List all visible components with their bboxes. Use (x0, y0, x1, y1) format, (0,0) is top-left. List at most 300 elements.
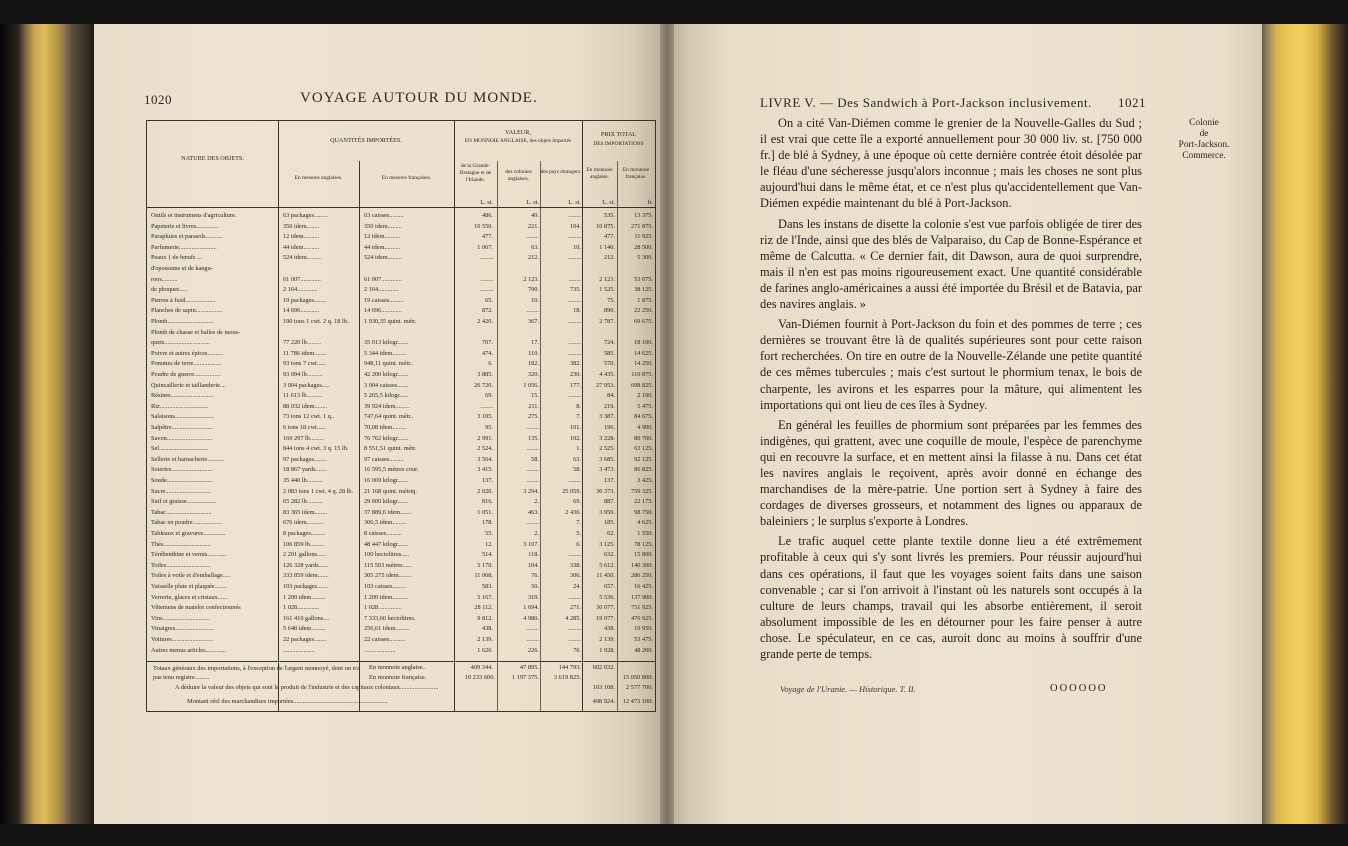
row-qty-english: 93 094 lb.......... (283, 371, 323, 378)
net-p-french: 12 473 100. (622, 698, 653, 705)
row-qty-english: 83 365 idem........ (283, 508, 328, 516)
paragraph: Le trafic auquel cette plante textile donne lieu a été extrêmement profitable à ceux qui s'y sont livrés les premiers. Pour réussir aujourd'hui dans ces opérations, il faut que les voyages soient faits dans une saison convenable ; car si l'on arrivoit à l'instant où les naturels sont occupés à la culture de leurs champs, travail qui les absorbe entièrement, il seroit absolument impossible de les en détourner pour les faire penser à autre chose. Le spéculateur, en ce cas, auroit donc au moins à souffrir d'une grande perte de temps. (760, 534, 1142, 661)
totals-currency-french: En monnoie française. (369, 674, 427, 681)
row-value-foreign: 63. (573, 455, 581, 463)
row-value-colonies: ........ (526, 477, 539, 484)
row-qty-english: 5 648 idem......... (283, 625, 326, 633)
row-price-english: 570. (603, 360, 615, 368)
header-q-english: En mesures anglaises. (294, 175, 343, 181)
margin-note-line: Colonie (1189, 118, 1219, 128)
row-object: Tableaux et gravures.............. (151, 530, 226, 537)
row-price-english: 5 536. (599, 593, 615, 601)
row-price-english: 1 140. (599, 243, 615, 251)
table-row (147, 253, 655, 262)
row-value-colonies: 1 694. (523, 604, 539, 612)
totals-v-foreign: 144 793. (558, 664, 581, 671)
row-value-foreign: 24. (573, 583, 581, 590)
row-price-french: 86 825. (634, 466, 653, 474)
row-qty-french: 256,61 idem......... (364, 625, 410, 633)
row-object: Toiles à voile et d'emballage..... (151, 572, 231, 580)
row-price-french: 13 375. (634, 212, 653, 219)
row-value-gb: 872. (481, 307, 493, 315)
row-qty-french: 44 idem.......... (364, 243, 401, 251)
row-price-french: 38 125. (634, 286, 653, 294)
left-running-title: VOYAGE AUTOUR DU MONDE. (300, 90, 538, 106)
row-value-colonies: 76. (531, 572, 539, 580)
row-object: Tabac............................. (151, 508, 212, 516)
unit-label: L. st. (568, 199, 581, 206)
row-object: Poivre et autres épices.......... (151, 349, 224, 357)
row-price-french: 286 250. (630, 572, 653, 580)
paragraph: En général les feuilles de phormium sont préparées par les femmes des indigènes, qui grattent, avec une coquille de moule, l'espèce de parenchyme qui en recouvre la surface, et en mettent ainsi la filasse à nu. Dans cet état les navires anglais le reçoivent, après avoir donné en échange des marchandises de la mère-patrie. Une portion sert à Sydney à faire des cordages de diverses grosseurs, et notamment des lignes ou apparaux de baleiniers ; le surplus s'exporte à Londres. (760, 417, 1142, 529)
row-price-english: 212. (603, 254, 615, 262)
row-value-gb: 12. (485, 540, 493, 548)
row-value-foreign: ........ (568, 275, 581, 283)
row-value-foreign: ........ (568, 296, 581, 304)
paragraph: On a cité Van-Diémen comme le grenier de la Nouvelle-Galles du Sud ; il est vrai que cette île a exporté annuellement pour 30 000 liv. st. [750 000 fr.] de blé à Sydney, à une époque où cette dernière contrée étoit désolée par le fléau d'une sécheresse jusqu'alors inconnue ; mais les choses ne sont plus aujourd'hui dans le même état, et ce n'est plus qu'accidentellement que Van-Diémen expédie maintenant du blé à Port-Jackson. (760, 116, 1142, 211)
row-value-foreign: 4 285. (565, 614, 581, 622)
row-value-gb: 2 991. (477, 434, 493, 442)
row-object: Voitures.......................... (151, 636, 213, 643)
row-price-french: 92 125. (634, 455, 653, 463)
right-page-number: 1021 (1118, 95, 1146, 110)
row-qty-english: 73 tons 12 cwt. 1 q.. (283, 413, 335, 421)
row-value-foreign: 2 436. (565, 508, 581, 516)
row-object: Riz............................... (151, 402, 209, 410)
table-row (147, 593, 655, 602)
row-object: Papeterie et livres.............. (151, 222, 219, 230)
table-row (147, 455, 655, 464)
row-value-gb: 95. (485, 424, 493, 431)
row-price-english: 27 953. (596, 381, 615, 389)
header-q-french: En mesures françaises. (381, 175, 432, 181)
row-qty-french: 63 caisses......... (364, 212, 404, 219)
row-qty-english: 1 200 idem......... (283, 593, 326, 601)
row-value-colonies: 10. (531, 296, 539, 304)
table-row (147, 359, 655, 368)
table-row (147, 540, 655, 549)
row-price-french: 84 675. (634, 413, 653, 421)
table-row (147, 370, 655, 379)
row-price-english: 5 612. (599, 561, 615, 569)
header-p-english: En monnoie anglaise. (586, 167, 613, 180)
header-v-gb: de la Grande-Bretagne et de l'Irlande. (459, 163, 492, 183)
row-value-foreign: ........ (568, 233, 581, 241)
row-object: Parfumerie........................ (151, 243, 217, 251)
row-value-colonies: 2 123. (523, 275, 539, 283)
row-value-gb: ........ (480, 286, 493, 294)
table-row (147, 349, 655, 358)
row-price-english: 2 123. (599, 275, 615, 283)
row-qty-english: 350 idem........ (283, 222, 320, 230)
signature-mark: OOOOOO (1050, 683, 1108, 694)
row-qty-english: 2 201 gallons...... (283, 551, 327, 559)
row-qty-french: 350 idem......... (364, 222, 402, 230)
totals-v-gb: 409 344. (470, 664, 493, 671)
row-qty-english: .................... (283, 646, 315, 654)
row-qty-english: 11 613 lb.......... (283, 392, 323, 400)
row-value-foreign: ........ (568, 593, 581, 601)
row-object: Résines........................... (151, 392, 214, 400)
row-price-english: 1 928. (599, 646, 615, 654)
unit-label: fr. (647, 199, 653, 206)
table-row (147, 317, 655, 326)
table-row (147, 391, 655, 400)
row-price-english: 724. (603, 339, 615, 347)
row-qty-english: 103 packages....... (283, 583, 329, 590)
row-price-english: 477. (603, 233, 615, 241)
row-price-french: 14 250. (634, 360, 653, 368)
row-object: de phoques..... (151, 286, 188, 294)
header-objects: NATURE DES OBJETS. (181, 155, 244, 162)
table-row (147, 603, 655, 612)
row-value-foreign: ........ (568, 625, 581, 633)
row-value-foreign: ........ (568, 254, 581, 262)
totals-v-foreign-fr: 3 619 825. (553, 674, 581, 681)
table-row (147, 646, 655, 655)
totals-v-gb-fr: 10 233 600. (464, 674, 495, 681)
row-qty-english: 1 028.............. (283, 604, 320, 612)
imports-table (146, 120, 656, 712)
row-qty-english: 88 032 idem........ (283, 402, 328, 410)
row-qty-french: 747,64 quint. métr.. (364, 413, 414, 421)
totals-v-colonies: 47 895. (519, 664, 539, 671)
totals-label: Totaux généraux des importations, à l'exception de l'argent monnoyé, dont on n'a pas tenu registre......... (153, 665, 360, 681)
row-object: Planches de sapin................. (151, 307, 223, 315)
row-object: Vinaigres......................... (151, 625, 215, 633)
row-price-english: 3 125. (599, 540, 615, 548)
totals-p-english: 602 032. (592, 664, 615, 671)
right-page-body (760, 115, 1142, 666)
row-qty-french: 14 696............. (364, 307, 402, 315)
row-object: Vêtemens de matelot confectionnés (151, 604, 241, 612)
row-value-foreign: ........ (568, 551, 581, 559)
row-qty-english: 22 packages........ (283, 636, 327, 643)
row-price-english: 2 139. (599, 636, 615, 643)
row-value-foreign: 382. (569, 360, 581, 368)
row-qty-english: 333 859 idem....... (283, 572, 329, 580)
table-row (147, 476, 655, 485)
row-qty-french: 3 004 caisses....... (364, 381, 409, 389)
row-price-french: 48 200. (634, 646, 653, 654)
table-row (147, 508, 655, 517)
row-object: Outils et instrumens d'agriculture. (151, 212, 237, 219)
row-price-english: 887. (603, 498, 615, 506)
row-value-colonies: 367. (527, 318, 539, 325)
table-row (147, 571, 655, 580)
row-price-french: 1 875. (637, 296, 653, 304)
table-row (147, 296, 655, 305)
row-value-foreign: 69. (573, 498, 581, 506)
row-price-english: 3 387. (599, 413, 615, 421)
table-row (147, 306, 655, 315)
row-price-french: 476 925. (630, 614, 653, 622)
row-price-english: 2 787. (599, 318, 615, 325)
row-value-gb: 438. (481, 625, 493, 633)
row-qty-french: 61 007............. (364, 275, 402, 283)
unit-label: L. st. (526, 199, 539, 206)
row-object: Salaisons......................... (151, 413, 215, 421)
row-object: Thés.............................. (151, 540, 211, 548)
totals-rule (147, 661, 655, 662)
row-price-french: 4 625. (637, 519, 653, 527)
row-price-french: 16 425. (634, 583, 653, 590)
row-price-french: 4 900. (637, 424, 653, 431)
paragraph: Van-Diémen fournit à Port-Jackson du foin et des pommes de terre ; ces dernières se trouvant être là de qualités supérieures sont pour cette raison fort recherchées. On tire en outre de la Nouvelle-Zélande une petite quantité de ces mêmes tubercules ; mais c'est surtout le phormium tenax, le bois de charpente, les avirons et les esparres pour la mâture, qui alimentent les importations qui ont lieu de ces îles à Sydney. (760, 317, 1142, 412)
row-qty-english: 524 idem......... (283, 254, 321, 262)
row-value-foreign: ........ (568, 636, 581, 643)
row-qty-french: 35 013 kilogr....... (364, 339, 409, 347)
row-value-colonies: 49. (531, 212, 539, 219)
row-value-colonies: ........ (526, 466, 539, 474)
row-value-foreign: ........ (568, 392, 581, 400)
row-qty-english: 77 220 lb......... (283, 339, 321, 347)
row-value-foreign: ........ (568, 318, 581, 325)
row-price-english: 3 473. (599, 466, 615, 474)
row-object: Toiles............................ (151, 561, 211, 569)
row-value-foreign: 18. (573, 307, 581, 315)
table-row (147, 264, 655, 273)
row-price-english: 3 228. (599, 434, 615, 442)
row-qty-english: 8 packages......... (283, 530, 325, 537)
row-value-gb: 2 020. (477, 487, 493, 495)
header-p-french: En monnoie française. (622, 167, 650, 180)
row-value-gb: 514. (481, 551, 493, 559)
row-price-french: 3 425. (637, 477, 653, 484)
row-qty-english: 61 007............. (283, 275, 321, 283)
row-value-foreign: 1. (576, 445, 581, 453)
row-price-french: 698 825. (630, 381, 653, 389)
row-price-english: 219. (603, 402, 615, 410)
row-qty-english: 44 idem.......... (283, 243, 320, 251)
row-value-foreign: 177. (569, 381, 581, 389)
signature-footnote: Voyage de l'Uranie. — Historique. T. II. (780, 684, 916, 694)
row-qty-french: 76 762 kilogr....... (364, 434, 409, 442)
row-value-gb: 69. (485, 392, 493, 400)
row-value-foreign: 6. (576, 540, 581, 548)
row-value-gb: ........ (480, 254, 493, 262)
row-qty-french: 8 551,51 quint. métr. (364, 445, 417, 453)
row-qty-french: 29 600 kilogr....... (364, 498, 409, 506)
row-value-gb: 5 167. (477, 593, 493, 601)
row-object: Sellerie et harnacherie........... (151, 455, 225, 463)
row-value-colonies: ........ (526, 424, 539, 431)
row-value-gb: 1 626. (477, 646, 493, 654)
row-value-colonies: 2. (534, 498, 539, 506)
row-qty-english: 63 packages......... (283, 212, 329, 219)
units-row (147, 198, 655, 207)
row-object: Autres menus articles............. (151, 646, 227, 654)
row-price-french: 22 175. (634, 498, 653, 506)
row-qty-english: 126 328 yards...... (283, 561, 329, 569)
row-qty-english: 6 tons 18 cwt...... (283, 424, 327, 431)
row-object: Quincaillerie et taillanderie.... (151, 381, 227, 389)
table-row (147, 402, 655, 411)
row-value-gb: 28 112. (474, 604, 493, 612)
row-price-english: 30 373. (596, 487, 615, 495)
margin-note-line: Port-Jackson. (1178, 140, 1230, 150)
row-object: Salpêtre.......................... (151, 424, 213, 431)
table-row (147, 211, 655, 220)
table-row (147, 550, 655, 559)
row-value-foreign: 338. (569, 561, 581, 569)
row-object: d'opossums et de kangu- (151, 265, 213, 272)
row-price-french: 28 500. (634, 243, 653, 251)
row-qty-french: 42 200 kilogr....... (364, 371, 409, 378)
row-value-gb: 26 720. (474, 381, 493, 389)
header-v-colonies: des colonies anglaises. (505, 169, 532, 182)
row-value-colonies: 104. (527, 561, 539, 569)
row-value-colonies: ........ (526, 445, 539, 453)
row-price-english: 535. (603, 212, 615, 219)
row-value-foreign: 735. (569, 286, 581, 294)
row-price-english: 657. (603, 583, 615, 590)
deduct-label: A déduire la valeur des objets qui sont le produit de l'industrie et des capitaux coloniaux........................ (175, 684, 439, 691)
row-qty-english: 65 282 lb.......... (283, 498, 323, 506)
row-price-english: 585. (603, 349, 615, 357)
table-row (147, 232, 655, 241)
table-row (147, 328, 655, 337)
table-row (147, 518, 655, 527)
unit-label: L. st. (602, 199, 615, 206)
row-price-french: 11 925. (634, 233, 653, 241)
row-qty-french: 19 caisses......... (364, 296, 404, 304)
row-value-colonies: ........ (526, 307, 539, 315)
right-page-edges (1262, 24, 1348, 824)
table-row (147, 412, 655, 421)
row-value-foreign: 5. (576, 530, 581, 537)
row-object: Plomb de chasse et balles de mous- (151, 328, 241, 336)
row-price-english: 11 450. (596, 572, 615, 580)
row-value-colonies: 58. (531, 455, 539, 463)
row-value-colonies: 135. (527, 434, 539, 442)
row-value-gb: 65. (485, 296, 493, 304)
row-value-gb: 3 415. (477, 466, 493, 474)
row-value-colonies: 15. (531, 392, 539, 400)
row-price-english: 19 077. (596, 614, 615, 622)
row-price-french: 18 100. (634, 339, 653, 347)
row-price-french: 53 075. (634, 275, 653, 283)
row-value-gb: 3 885. (477, 371, 493, 378)
row-value-foreign: ........ (568, 212, 581, 219)
row-value-colonies: ........ (526, 519, 539, 527)
paragraph: Dans les instans de disette la colonie s'est vue parfois obligée de tirer des riz de l'Inde, ainsi que des blés de Valparaiso, du Cap de Bonne-Espérance et même de Calcutta. « Ce dernier fait, dit Dawson, aura de quoi surprendre, mais il n'en est pas moins rigoureusement exact. Une quantité considérable de farines anglo-américaines a aussi été importée du Brésil et de Batavia, par des navires anglais. » (760, 216, 1142, 312)
row-qty-french: 21 168 quint. métriq. (364, 487, 417, 495)
row-price-french: 751 925. (630, 604, 653, 612)
row-value-gb: 583. (481, 583, 493, 590)
row-object: roos.......... (151, 275, 178, 283)
row-price-french: 69 675. (634, 318, 653, 325)
header-v-foreign: des pays étrangers. (540, 169, 582, 175)
row-qty-english: 161 410 gallons.... (283, 614, 330, 622)
table-row (147, 487, 655, 496)
row-qty-french: 8 caisses.......... (364, 530, 402, 537)
row-value-colonies: ........ (526, 625, 539, 633)
row-value-colonies: 110. (528, 349, 539, 357)
row-price-french: 5 300. (637, 254, 653, 262)
row-price-french: 78 125. (634, 540, 653, 548)
row-qty-french: 16 069 kilogr....... (364, 477, 409, 484)
table-row (147, 381, 655, 390)
row-value-foreign: 7. (576, 519, 581, 527)
row-qty-french: 12 idem.......... (364, 233, 401, 241)
margin-note-line: Commerce. (1182, 151, 1226, 161)
row-price-english: 890. (603, 307, 615, 315)
margin-note (1160, 118, 1248, 162)
row-value-colonies: 790. (527, 286, 539, 294)
row-object: quets............................. (151, 339, 210, 347)
row-price-french: 10 950. (634, 625, 653, 633)
row-qty-english: 3 004 packages..... (283, 381, 330, 389)
row-price-french: 137 900. (630, 593, 653, 601)
row-value-foreign: 306. (569, 572, 581, 580)
row-value-gb: 10 550. (474, 222, 493, 230)
deduct-p-french: 2 577 700. (625, 684, 653, 691)
row-qty-french: 305 275 idem........ (364, 572, 412, 580)
row-price-french: 80 700. (634, 434, 653, 442)
row-value-foreign: 8. (576, 402, 581, 410)
row-price-french: 110 875. (631, 371, 653, 378)
row-qty-french: 70,08 idem......... (364, 424, 407, 431)
table-row (147, 434, 655, 443)
totals-v-colonies-fr: 1 197 375. (511, 674, 539, 681)
row-value-gb: 477. (481, 233, 493, 241)
row-qty-english: 97 packages........ (283, 455, 327, 463)
row-object: Vins.............................. (151, 614, 210, 622)
row-object: Savon............................. (151, 434, 213, 442)
row-price-english: 1 525. (599, 286, 615, 294)
row-value-gb: 707. (481, 339, 493, 347)
row-price-french: 759 325. (630, 487, 653, 495)
row-object: Poudre de guerre................. (151, 371, 221, 378)
header-value: VALEUR, (505, 129, 531, 136)
row-price-french: 5 475. (637, 402, 653, 410)
row-value-foreign: ........ (568, 477, 581, 484)
row-qty-english: 676 idem........... (283, 519, 324, 527)
row-value-colonies: 3 107. (523, 540, 539, 548)
left-page-number: 1020 (144, 92, 172, 107)
row-qty-french: 524 idem......... (364, 254, 402, 262)
row-price-english: 62. (607, 530, 615, 537)
row-price-english: 10 875. (596, 222, 615, 230)
row-qty-french: 37 889,6 idem....... (364, 508, 412, 516)
row-price-french: 2 100. (637, 392, 653, 400)
table-row (147, 275, 655, 284)
row-value-colonies: ........ (526, 233, 539, 241)
row-qty-french: 39 924 idem......... (364, 402, 410, 410)
table-row (147, 285, 655, 294)
row-value-gb: ........ (480, 275, 493, 283)
row-object: Verrerie, glaces et cristaux...... (151, 593, 228, 601)
row-price-english: 2 525. (599, 445, 615, 453)
margin-note-line: de (1199, 129, 1209, 139)
row-value-gb: 9 812. (477, 614, 493, 622)
row-qty-english: 12 idem.......... (283, 233, 320, 241)
totals-currency-english: En monnoie anglaise.. (369, 664, 426, 671)
row-qty-french: 97 caisses......... (364, 455, 404, 463)
row-qty-english: 190 tons 1 cwt. 2 q. 18 lb.. (283, 318, 350, 325)
row-value-colonies: 221. (527, 222, 539, 230)
row-price-french: 63 125. (634, 445, 653, 453)
row-value-gb: 816. (481, 498, 493, 506)
table-row (147, 635, 655, 644)
row-value-colonies: 118. (528, 551, 539, 559)
row-value-colonies: 3 294. (523, 487, 539, 495)
header-value-sub: EN MONNOIE ANGLAISE, des objets importés (464, 138, 572, 144)
row-object: Peaux { de bœufs ... (151, 254, 202, 262)
row-object: Parapluies et parasols........... (151, 233, 223, 241)
row-object: Suif et graisse................... (151, 498, 217, 506)
